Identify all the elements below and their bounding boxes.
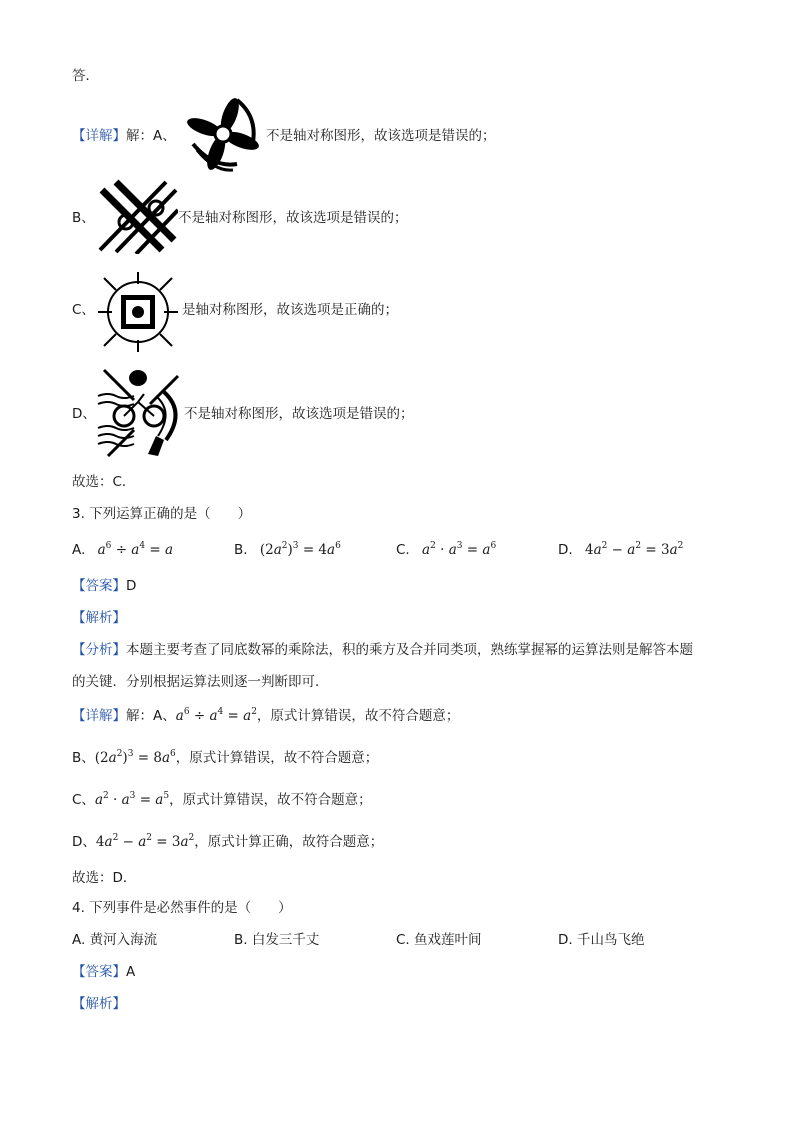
analysis-tag: 【解析】 (72, 996, 126, 1012)
text-fragment: 不是轴对称图形，故该选项是错误的； (266, 128, 496, 144)
text-fragment: 故选：C． (72, 474, 136, 490)
q3-option-d (558, 540, 683, 560)
answer-value: D (126, 578, 137, 594)
text-fragment: 答． (72, 68, 99, 84)
option-formula: $a^6 \div a^4 = a$ (97, 541, 174, 558)
target-square-figure (94, 270, 182, 354)
detail-prefix: 解：A、 (126, 128, 176, 144)
q3-option-b (234, 540, 341, 560)
text-fragment: B、 (72, 210, 95, 226)
text-fragment: ，原式计算正确，故符合题意； (194, 834, 384, 850)
text-fragment: B、 (72, 750, 95, 766)
q3-conclusion (72, 868, 136, 888)
cyclist-figure (94, 366, 184, 460)
q4-option-d (558, 930, 644, 950)
detail-formula: $a^6 \div a^4 = a^2$ (175, 707, 257, 724)
q3-option-a (72, 540, 173, 560)
option-text: C. 鱼戏莲叶间 (396, 932, 482, 948)
text-fragment: ，原式计算错误，故不符合题意； (169, 792, 372, 808)
text-fragment: C、 (72, 302, 95, 318)
analysis-tag: 【解析】 (72, 610, 126, 626)
option-text: B. 白发三千丈 (234, 932, 320, 948)
text-fragment: 解：A、 (126, 708, 176, 724)
q3-answer (72, 576, 136, 596)
detail-formula: $a^2 \cdot a^3 = a^5$ (94, 791, 170, 808)
q2-detail-a (72, 126, 176, 146)
q3-fenxi (72, 640, 693, 660)
option-letter: B. (234, 542, 248, 558)
text-fragment: C、 (72, 792, 95, 808)
q3-detail-c (72, 790, 372, 810)
option-text: D. 千山鸟飞绝 (558, 932, 645, 948)
q3-fenxi-cont (72, 672, 329, 692)
text-fragment: D、 (72, 834, 96, 850)
option-letter: D. (558, 542, 573, 558)
q2-d-prefix (72, 404, 96, 424)
text-fragment: D、 (72, 406, 96, 422)
q2-c-prefix (72, 300, 95, 320)
q4-option-b (234, 930, 319, 950)
fenxi-tag: 【分析】 (72, 642, 126, 658)
text-fragment: ，原式计算错误，故不符合题意； (256, 708, 460, 724)
answer-value: A (126, 964, 136, 980)
q2-b-text (178, 208, 408, 228)
q4-option-a (72, 930, 157, 950)
q3-analysis (72, 608, 126, 628)
text-line (72, 66, 99, 86)
text-fragment: 3. 下列运算正确的是（ ） (72, 506, 252, 522)
detail-tag: 【详解】 (72, 128, 126, 144)
q4-option-c (396, 930, 482, 950)
badminton-figure (96, 178, 178, 254)
answer-tag: 【答案】 (72, 964, 126, 980)
q4-stem (72, 898, 292, 918)
text-fragment: 本题主要考查了同底数幂的乘除法，积的乘方及合并同类项，熟练掌握幂的运算法则是解答本题 (126, 642, 693, 658)
q2-conclusion (72, 472, 135, 492)
q2-b-prefix (72, 208, 95, 228)
text-fragment: 的关键．分别根据运算法则逐一判断即可． (72, 674, 329, 690)
q2-a-text (266, 126, 496, 146)
pinwheel-flower-figure (180, 92, 266, 176)
text-fragment: 是轴对称图形，故该选项是正确的； (182, 302, 398, 318)
option-letter: C. (396, 542, 410, 558)
text-fragment: 不是轴对称图形，故该选项是错误的； (184, 406, 414, 422)
option-formula: $4a^2 - a^2 = 3a^2$ (584, 541, 684, 558)
text-fragment: ，原式计算错误，故不符合题意； (175, 750, 379, 766)
q4-answer (72, 962, 135, 982)
option-text: A. 黄河入海流 (72, 932, 158, 948)
q3-detail-b (72, 748, 378, 768)
q4-analysis (72, 994, 126, 1014)
q2-c-text (182, 300, 398, 320)
q3-detail-a (72, 706, 459, 726)
option-formula: $a^2 \cdot a^3 = a^6$ (422, 541, 497, 558)
option-formula: $(2a^2)^3 = 4a^6$ (259, 541, 341, 558)
text-fragment: 4. 下列事件是必然事件的是（ ） (72, 900, 292, 916)
answer-tag: 【答案】 (72, 578, 126, 594)
text-fragment: 故选：D． (72, 870, 137, 886)
q3-detail-d (72, 832, 383, 852)
detail-formula: $(2a^2)^3 = 8a^6$ (94, 749, 176, 766)
option-letter: A. (72, 542, 86, 558)
q3-stem (72, 504, 251, 524)
q3-option-c (396, 540, 496, 560)
q2-d-text (184, 404, 414, 424)
detail-formula: $4a^2 - a^2 = 3a^2$ (95, 833, 195, 850)
text-fragment: 不是轴对称图形，故该选项是错误的； (178, 210, 408, 226)
detail-tag: 【详解】 (72, 708, 126, 724)
